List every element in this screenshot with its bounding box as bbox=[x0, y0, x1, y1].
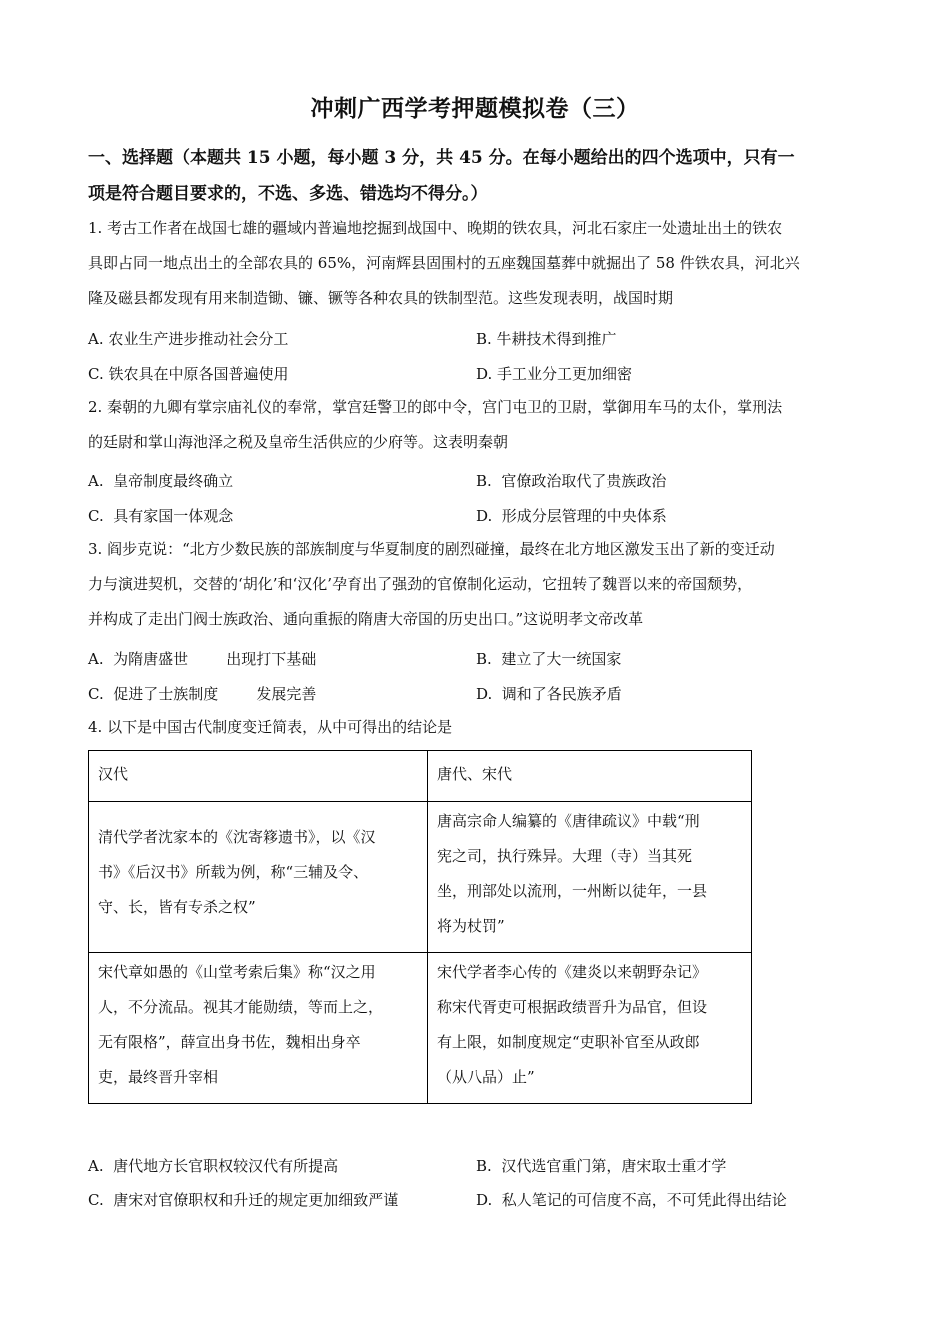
section-heading bbox=[88, 140, 863, 212]
question-2-option-a: A. 皇帝制度最终确立 bbox=[88, 472, 234, 490]
table-cell bbox=[428, 953, 752, 1104]
stem-line: 1. 考古工作者在战国七雄的疆域内普遍地挖掘到战国中、晚期的铁农具，河北石家庄一处遗址出土的铁农 bbox=[88, 219, 783, 237]
cell-line: 人，不分流品。视其才能勋绩，等而上之， bbox=[98, 998, 384, 1016]
stem-line: 的廷尉和掌山海池泽之税及皇帝生活供应的少府等。这表明秦朝 bbox=[88, 433, 509, 451]
section-heading-line: 项是符合题目要求的，不选、多选、错选均不得分。） bbox=[88, 184, 488, 204]
table-cell bbox=[428, 802, 752, 953]
cell-line: 将为杖罚” bbox=[437, 917, 505, 935]
question-4-option-c: C. 唐宋对官僚职权和升迁的规定更加细致严谨 bbox=[88, 1191, 399, 1209]
question-1-option-d: D. 手工业分工更加细密 bbox=[476, 365, 633, 383]
cell-line: 吏，最终晋升宰相 bbox=[98, 1068, 219, 1086]
cell-line: （从八品）止” bbox=[437, 1068, 535, 1086]
table-cell bbox=[89, 953, 428, 1104]
table-header-tang-song: 唐代、宋代 bbox=[428, 751, 752, 802]
cell-line: 守、长，皆有专杀之权” bbox=[98, 898, 256, 916]
cell-line: 坐，刑部处以流刑，一州断以徒年，一县 bbox=[437, 882, 708, 900]
question-2-option-b: B. 官僚政治取代了贵族政治 bbox=[476, 472, 667, 490]
question-1-option-b: B. 牛耕技术得到推广 bbox=[476, 330, 617, 348]
question-3-option-a: A. 为隋唐盛世 出现打下基础 bbox=[88, 650, 317, 668]
question-1-stem bbox=[88, 211, 863, 316]
question-4-option-b: B. 汉代选官重门第，唐宋取士重才学 bbox=[476, 1157, 727, 1175]
institution-change-table bbox=[88, 750, 752, 1104]
stem-line: 4. 以下是中国古代制度变迁简表，从中可得出的结论是 bbox=[88, 718, 453, 736]
table-cell bbox=[89, 802, 428, 953]
question-2-option-c: C. 具有家国一体观念 bbox=[88, 507, 234, 525]
question-3-option-c: C. 促进了士族制度 发展完善 bbox=[88, 685, 317, 703]
table-row bbox=[89, 802, 752, 953]
table-row bbox=[89, 953, 752, 1104]
question-1-option-a: A. 农业生产进步推动社会分工 bbox=[88, 330, 289, 348]
question-4-stem bbox=[88, 710, 863, 745]
question-4-option-d: D. 私人笔记的可信度不高，不可凭此得出结论 bbox=[476, 1191, 787, 1209]
stem-line: 2. 秦朝的九卿有掌宗庙礼仪的奉常，掌宫廷警卫的郎中令，宫门屯卫的卫尉，掌御用车马的太仆，掌刑法 bbox=[88, 398, 783, 416]
question-3-option-d: D. 调和了各民族矛盾 bbox=[476, 685, 622, 703]
cell-line: 唐高宗命人编纂的《唐律疏议》中载“刑 bbox=[437, 812, 700, 830]
question-3-stem bbox=[88, 532, 863, 637]
table-header-row bbox=[89, 751, 752, 802]
question-2-stem bbox=[88, 390, 863, 460]
stem-line: 并构成了走出门阀士族政治、通向重振的隋唐大帝国的历史出口。”这说明孝文帝改革 bbox=[88, 610, 644, 628]
cell-line: 无有限格”，薛宣出身书佐，魏相出身卒 bbox=[98, 1033, 361, 1051]
question-1-option-c: C. 铁农具在中原各国普遍使用 bbox=[88, 365, 289, 383]
cell-line: 宪之司，执行殊异。大理（寺）当其死 bbox=[437, 847, 693, 865]
stem-line: 3. 阎步克说：“北方少数民族的部族制度与华夏制度的剧烈碰撞，最终在北方地区激发玉出了新的变迁动 bbox=[88, 540, 775, 558]
question-2-option-d: D. 形成分层管理的中央体系 bbox=[476, 507, 667, 525]
cell-line: 有上限，如制度规定“吏职补官至从政郎 bbox=[437, 1033, 700, 1051]
question-3-option-b: B. 建立了大一统国家 bbox=[476, 650, 622, 668]
section-heading-line: 一、选择题（本题共 15 小题，每小题 3 分，共 45 分。在每小题给出的四个选项中，只有一 bbox=[88, 148, 795, 168]
cell-line: 书》《后汉书》所载为例，称“三辅及令、 bbox=[98, 863, 369, 881]
stem-line: 力与演进契机，交替的‘胡化’和‘汉化’孕育出了强劲的官僚制化运动，它扭转了魏晋以来的帝国颓势， bbox=[88, 575, 753, 593]
cell-line: 宋代学者李心传的《建炎以来朝野杂记》 bbox=[437, 963, 708, 981]
cell-line: 宋代章如愚的《山堂考索后集》称“汉之用 bbox=[98, 963, 376, 981]
stem-line: 隆及磁县都发现有用来制造锄、镰、镢等各种农具的铁制型范。这些发现表明，战国时期 bbox=[88, 289, 674, 307]
cell-line: 清代学者沈家本的《沈寄簃遗书》，以《汉 bbox=[98, 828, 376, 846]
exam-title: 冲刺广西学考押题模拟卷（三） bbox=[310, 95, 640, 122]
question-4-option-a: A. 唐代地方长官职权较汉代有所提高 bbox=[88, 1157, 339, 1175]
table-header-han: 汉代 bbox=[89, 751, 428, 802]
cell-line: 称宋代胥吏可根据政绩晋升为品官，但设 bbox=[437, 998, 708, 1016]
stem-line: 具即占同一地点出土的全部农具的 65%，河南辉县固围村的五座魏国墓葬中就掘出了 58 件铁农具，河北兴 bbox=[88, 254, 800, 272]
